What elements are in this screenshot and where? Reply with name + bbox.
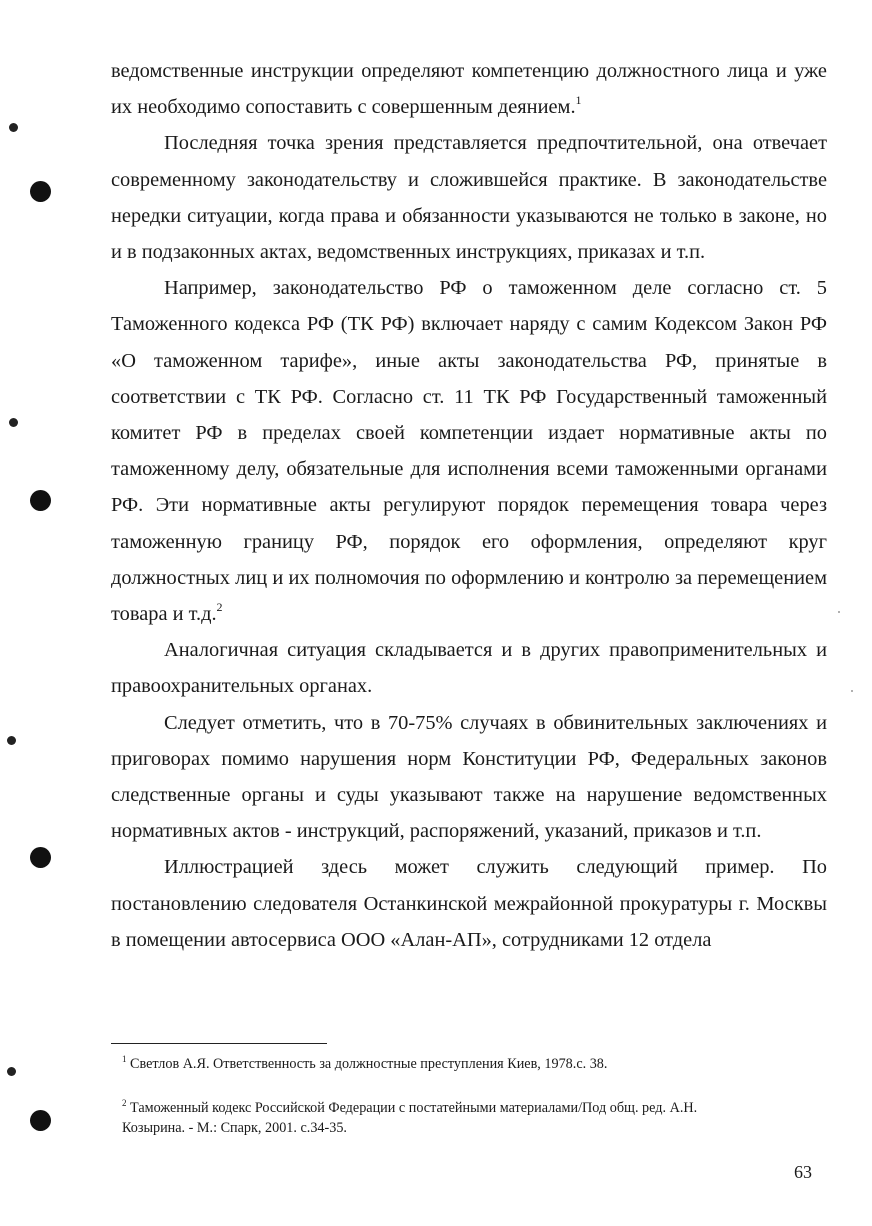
binder-hole xyxy=(30,490,51,511)
page-number: 63 xyxy=(794,1162,812,1182)
scan-dot xyxy=(851,690,853,692)
paragraph-text: Иллюстрацией здесь может служить следующий пример. По постановлению следователя Останкинской межрайонной прокуратуры г. Москвы в помещении автосервиса ООО «Алан-АП», сотрудниками 12 отдела xyxy=(111,856,827,951)
binder-hole xyxy=(30,847,51,868)
paragraph-text: Например, законодательство РФ о таможенном деле согласно ст. 5 Таможенного кодекса РФ (ТК РФ) включает наряду с самим Кодексом Закон РФ «О таможенном тарифе», иные акты законодательства РФ, принятые в соответствии с ТК РФ. Согласно ст. 11 ТК РФ Государственный таможенный комитет РФ в пределах своей компетенции издает нормативные акты по таможенному делу, обязательные для исполнения всеми таможенными органами РФ. Эти нормативные акты регулируют порядок перемещения товара через таможенную границу РФ, порядок его оформления, определяют круг должностных лиц и их полномочия по оформлению и контролю за перемещением товара и т.д. xyxy=(111,277,827,626)
footnote-mark: 2 xyxy=(122,1098,127,1108)
scan-speck xyxy=(9,418,18,427)
scan-speck xyxy=(9,123,18,132)
paragraph xyxy=(111,125,827,270)
footnote xyxy=(122,1054,762,1074)
footnote xyxy=(122,1098,762,1138)
paragraph xyxy=(111,705,827,850)
footnote-separator xyxy=(111,1043,327,1044)
body-text xyxy=(111,53,827,958)
scan-dot xyxy=(838,611,840,613)
paragraph-text: ведомственные инструкции определяют компетенцию должностного лица и уже их необходимо сопоставить с совершенным деянием. xyxy=(111,60,827,119)
paragraph xyxy=(111,270,827,632)
paragraph xyxy=(111,849,827,958)
paragraph-text: Последняя точка зрения представляется предпочтительной, она отвечает современному законодательству и сложившейся практике. В законодательстве нередки ситуации, когда права и обязанности указываются не только в законе, но и в подзаконных актах, ведомственных инструкциях, приказах и т.п. xyxy=(111,132,827,264)
footnote-ref: 2 xyxy=(216,600,223,615)
footnote-text: Светлов А.Я. Ответственность за должностные преступления Киев, 1978.с. 38. xyxy=(130,1056,608,1072)
scan-speck xyxy=(7,736,16,745)
binder-hole xyxy=(30,1110,51,1131)
footnote-text: Таможенный кодекс Российской Федерации с постатейными материалами/Под общ. ред. А.Н. Козырина. - М.: Спарк, 2001. с.34-35. xyxy=(122,1100,698,1136)
binder-hole xyxy=(30,181,51,202)
footnote-ref: 1 xyxy=(575,93,582,108)
paragraph-text: Следует отметить, что в 70-75% случаях в обвинительных заключениях и приговорах помимо нарушения норм Конституции РФ, Федеральных законов следственные органы и суды указывают также на нарушение ведомственных нормативных актов - инструкций, распоряжений, указаний, приказов и т.п. xyxy=(111,711,827,843)
scan-speck xyxy=(7,1067,16,1076)
paragraph xyxy=(111,632,827,704)
paragraph xyxy=(111,53,827,125)
paragraph-text: Аналогичная ситуация складывается и в других правоприменительных и правоохранительных органах. xyxy=(111,639,827,698)
footnote-mark: 1 xyxy=(122,1054,127,1064)
